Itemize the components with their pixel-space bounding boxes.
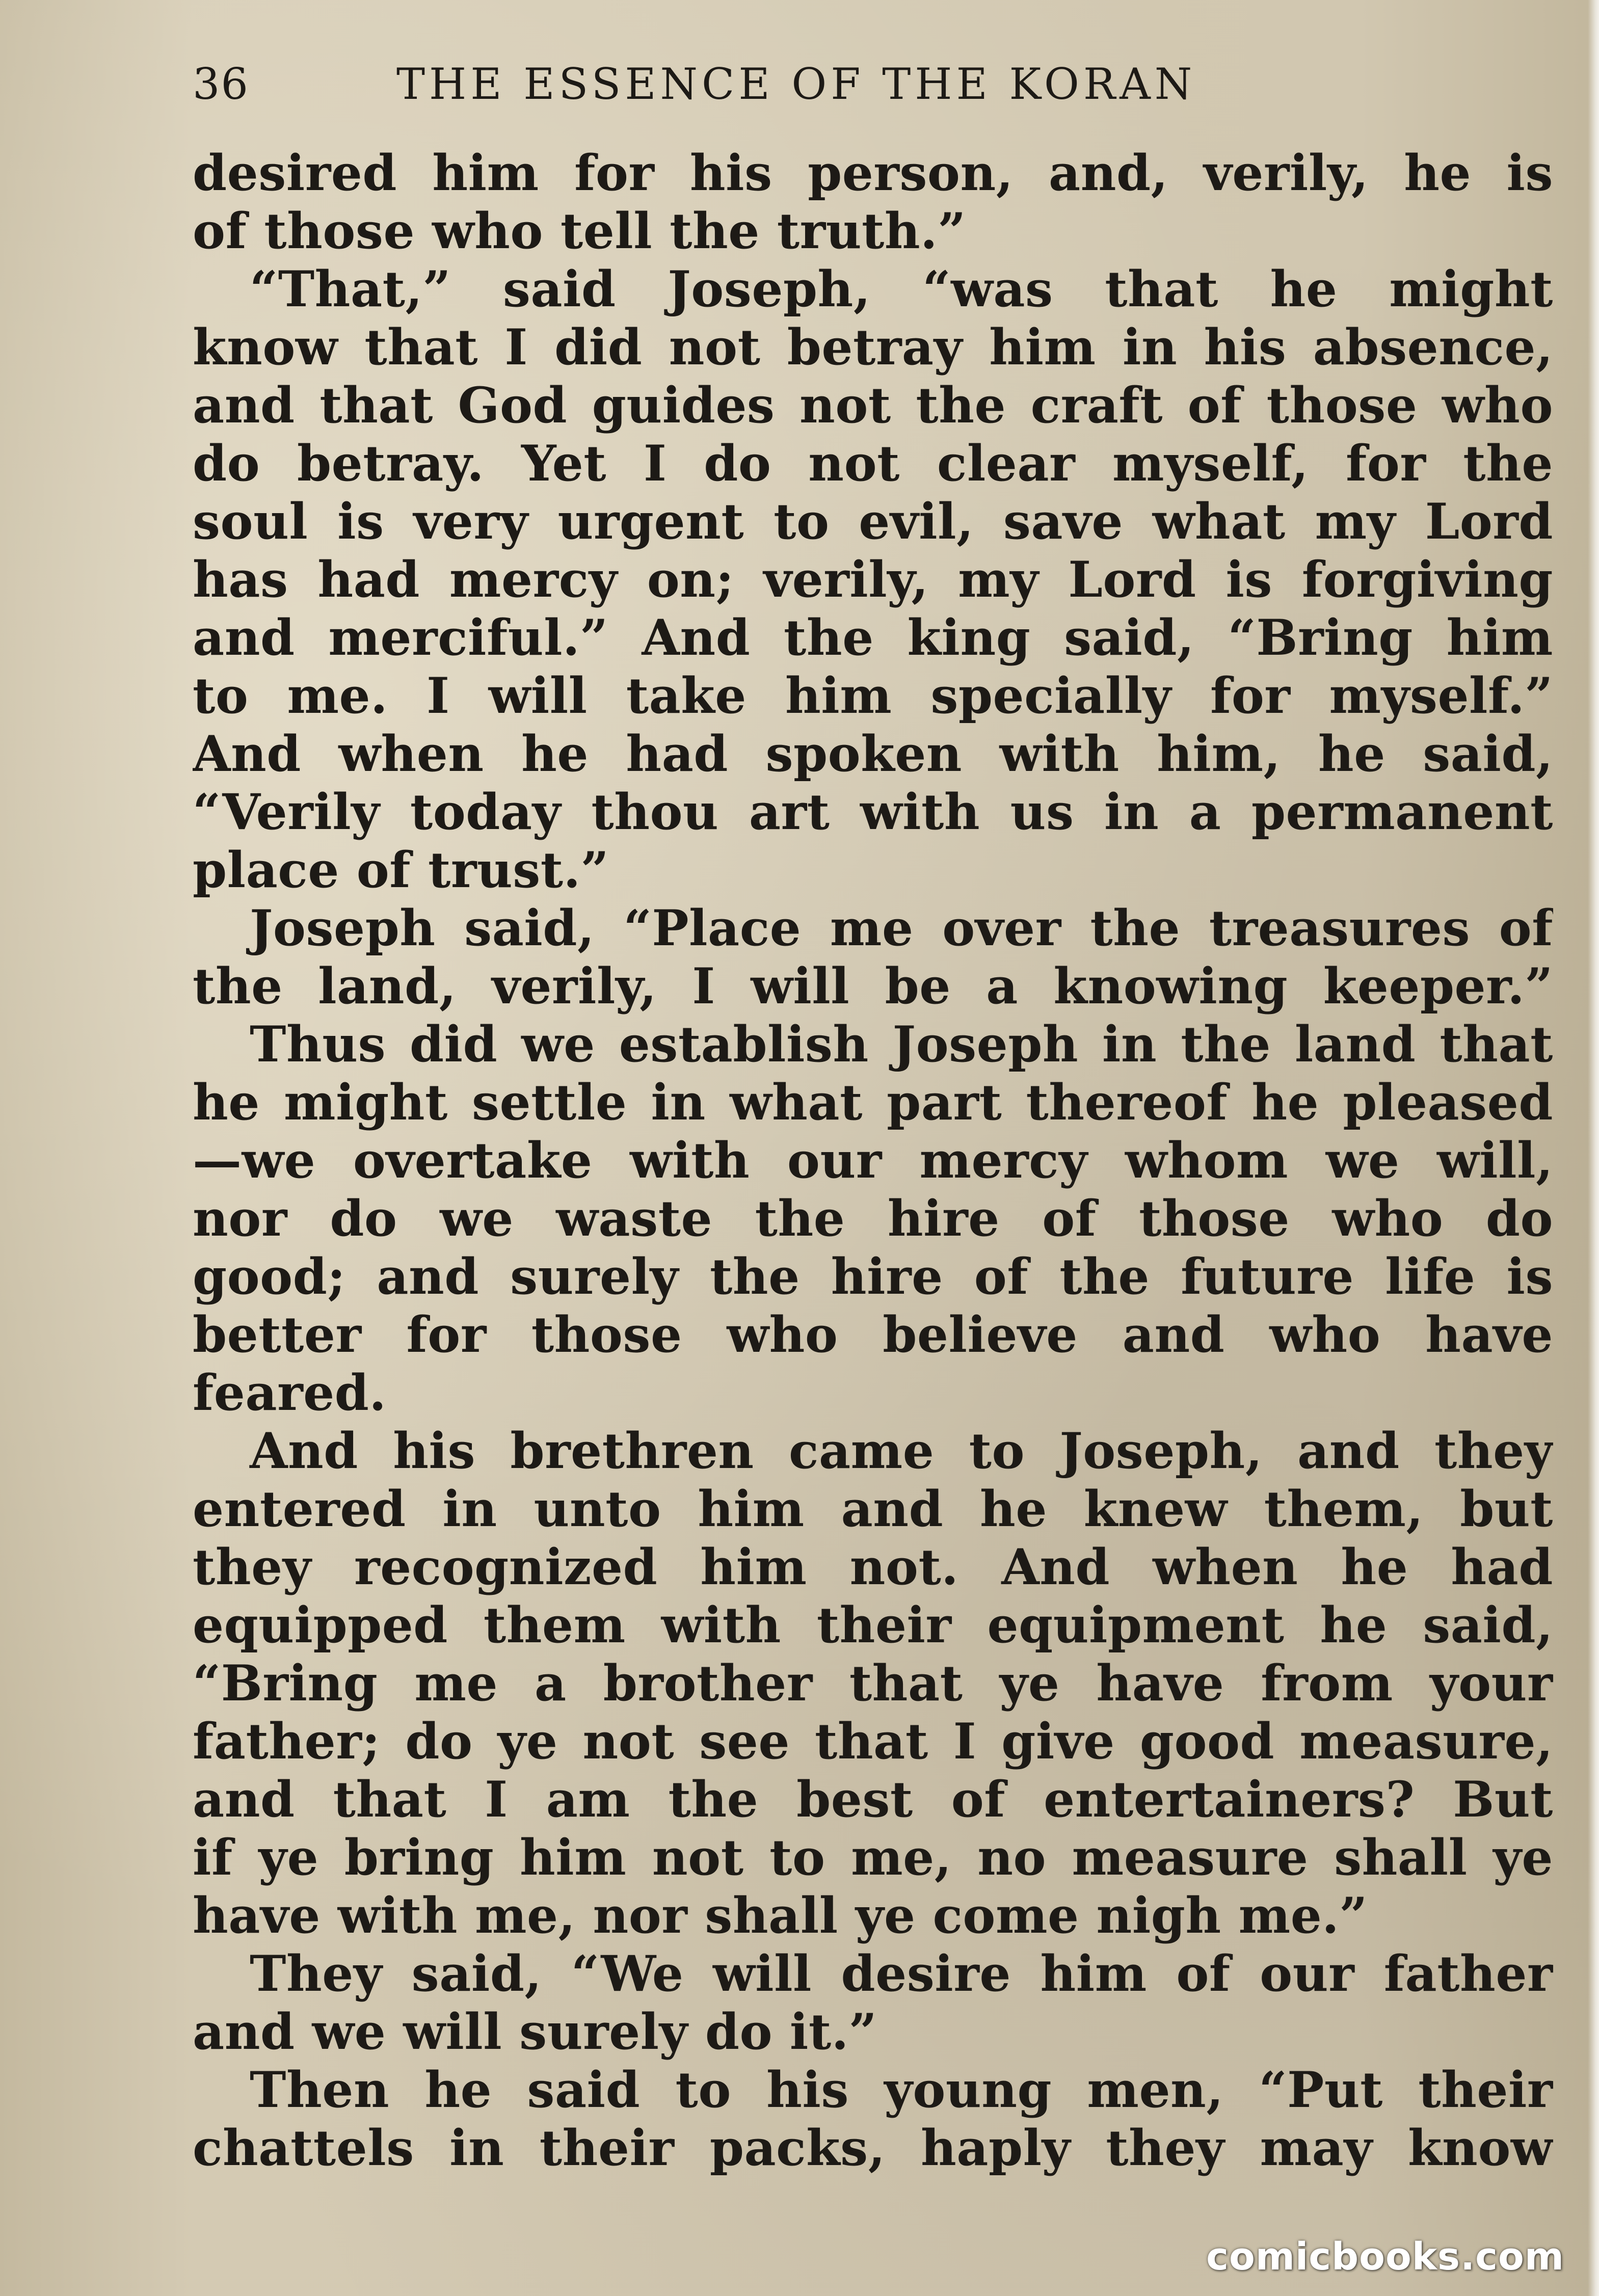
text-line: “Verily today thou art with us in a permanent [193, 783, 1553, 841]
text-line: to me. I will take him specially for myself.” [193, 667, 1553, 725]
text-line: soul is very urgent to evil, save what my Lord [193, 493, 1553, 550]
text-line: the land, verily, I will be a knowing keeper.” [193, 957, 1553, 1015]
paragraph-start-line: Joseph said, “Place me over the treasures of [250, 899, 1553, 957]
text-line: And when he had spoken with him, he said, [193, 725, 1553, 783]
book-title-header: THE ESSENCE OF THE KORAN [396, 59, 1196, 109]
text-line: know that I did not betray him in his absence, [193, 318, 1553, 376]
text-line: and that I am the best of entertainers? But [193, 1771, 1553, 1828]
paragraph-start-line: “That,” said Joseph, “was that he might [250, 260, 1553, 318]
text-line: feared. [193, 1364, 387, 1422]
text-line: do betray. Yet I do not clear myself, for the [193, 435, 1553, 492]
text-line: chattels in their packs, haply they may know [193, 2119, 1553, 2177]
page-number: 36 [193, 59, 249, 109]
text-line: he might settle in what part thereof he pleased [193, 1074, 1553, 1131]
text-line: father; do ye not see that I give good measure, [193, 1713, 1553, 1770]
text-line: good; and surely the hire of the future life is [193, 1248, 1553, 1305]
paragraph-start-line: And his brethren came to Joseph, and they [250, 1422, 1553, 1480]
text-line: of those who tell the truth.” [193, 202, 966, 260]
text-line: desired him for his person, and, verily, he is [193, 144, 1553, 202]
text-line: and that God guides not the craft of those who [193, 377, 1553, 434]
paragraph-start-line: They said, “We will desire him of our father [250, 1945, 1553, 2003]
text-line: nor do we waste the hire of those who do [193, 1190, 1553, 1247]
text-line: place of trust.” [193, 841, 609, 899]
paragraph-start-line: Then he said to his young men, “Put their [250, 2061, 1553, 2119]
running-head [193, 56, 1579, 112]
text-line: entered in unto him and he knew them, but [193, 1480, 1553, 1538]
text-line: has had mercy on; verily, my Lord is forgiving [193, 551, 1553, 608]
text-line: —we overtake with our mercy whom we will, [193, 1132, 1553, 1189]
paragraph-start-line: Thus did we establish Joseph in the land that [250, 1016, 1553, 1073]
text-line: better for those who believe and who have [193, 1306, 1553, 1364]
page-edge [1588, 0, 1599, 2296]
text-line: “Bring me a brother that ye have from your [193, 1654, 1553, 1712]
text-line: if ye bring him not to me, no measure shall ye [193, 1829, 1553, 1886]
text-line: have with me, nor shall ye come nigh me.” [193, 1887, 1368, 1944]
text-line: and merciful.” And the king said, “Bring him [193, 609, 1553, 666]
text-line: equipped them with their equipment he said, [193, 1596, 1553, 1654]
watermark-text: comicbooks.com [1206, 2235, 1564, 2279]
text-line: they recognized him not. And when he had [193, 1538, 1553, 1596]
body-text [193, 144, 1553, 2177]
text-line: and we will surely do it.” [193, 2003, 877, 2061]
